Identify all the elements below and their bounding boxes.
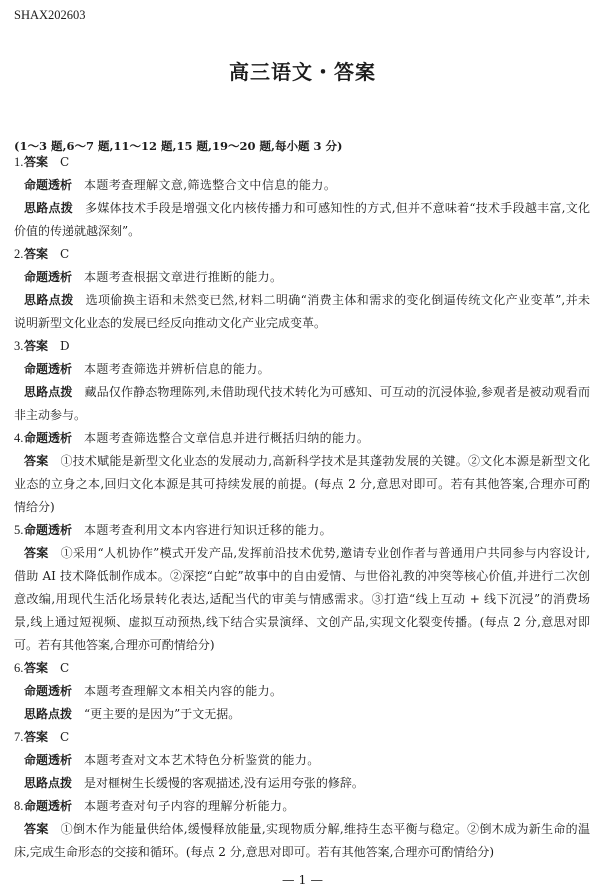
row-label: 命题透析 <box>24 362 73 376</box>
question-1 <box>14 151 590 243</box>
answer-row-continuation <box>14 404 590 427</box>
row-text: 非主动参与。 <box>14 408 87 422</box>
row-label: 思路点拨 <box>24 385 73 399</box>
row-text: ①采用“人机协作”模式开发产品,发挥前沿技术优势,邀请专业创作者与普通用户共同参与内容设计, <box>60 546 590 560</box>
question-number: 8. <box>14 799 24 813</box>
answer-row <box>14 358 590 381</box>
row-label: 命题透析 <box>24 523 73 537</box>
row-text: 本题考查筛选整合文章信息并进行概括归纳的能力。 <box>84 431 370 445</box>
scoring-note: (1～3 题,6～7 题,11～12 题,15 题,19～20 题,每小题 3 分) <box>14 139 343 153</box>
answer-row-continuation <box>14 220 590 243</box>
answer-row <box>14 519 590 542</box>
row-label: 答案 <box>24 546 49 560</box>
row-text: 本题考查根据文章进行推断的能力。 <box>84 270 283 284</box>
row-text: 选项偷换主语和未然变已然,材料二明确“消费主体和需求的变化倒逼传统文化产业变革”,并未 <box>85 293 590 307</box>
row-text: 意改编,用现代生活化场景转化表达,适配当代的审美与情感需求。③打造“线上互动 + 线下沉浸”的消费场 <box>14 592 590 606</box>
row-text: 可。若有其他答案,合理亦可酌情给分) <box>14 638 215 652</box>
row-text: ①倒木作为能量供给体,缓慢释放能量,实现物质分解,维持生态平衡与稳定。②倒木成为新生命的温 <box>60 822 590 836</box>
answer-row-continuation <box>14 841 590 864</box>
row-label: 答案 <box>24 454 49 468</box>
answer-row-continuation <box>14 588 590 611</box>
answer-row-continuation <box>14 634 590 657</box>
row-label: 命题透析 <box>24 270 73 284</box>
row-label: 答案 <box>24 339 49 353</box>
page-number: — 1 — <box>282 872 323 887</box>
answer-row <box>14 795 590 818</box>
question-number: 5. <box>14 523 24 537</box>
answer-row <box>14 197 590 220</box>
answer-row <box>14 151 590 174</box>
row-label: 命题透析 <box>24 178 73 192</box>
document-code: SHAX202603 <box>14 8 86 22</box>
answer-row-continuation <box>14 473 590 496</box>
answer-row <box>14 772 590 795</box>
answer-row-continuation <box>14 611 590 634</box>
row-text: 多媒体技术手段是增强文化内核传播力和可感知性的方式,但并不意味着“技术手段越丰富,文化 <box>85 201 590 215</box>
question-number: 2. <box>14 247 24 261</box>
row-text: 本题考查对句子内容的理解分析能力。 <box>84 799 295 813</box>
row-text: 本题考查理解文本相关内容的能力。 <box>84 684 283 698</box>
answer-row <box>14 680 590 703</box>
row-label: 命题透析 <box>24 431 73 445</box>
row-text: ①技术赋能是新型文化业态的发展动力,高新科学技术是其蓬勃发展的关键。②文化本源是新型文化 <box>60 454 590 468</box>
answer-row <box>14 381 590 404</box>
answer-row <box>14 657 590 680</box>
row-label: 思路点拨 <box>24 201 74 215</box>
question-number: 6. <box>14 661 24 675</box>
question-number: 3. <box>14 339 24 353</box>
row-label: 答案 <box>24 247 49 261</box>
row-label: 答案 <box>24 661 49 675</box>
answer-row <box>14 243 590 266</box>
row-text: 本题考查利用文本内容进行知识迁移的能力。 <box>84 523 333 537</box>
row-label: 思路点拨 <box>24 776 73 790</box>
row-text: “更主要的是因为”于文无据。 <box>84 707 241 721</box>
row-text: 价值的传递就越深刻”。 <box>14 224 141 238</box>
row-text: 景,线上通过短视频、虚拟互动预热,线下结合实景演绎、文创产品,实现文化裂变传播。(每点 2 分,意思对即 <box>14 615 590 629</box>
answer-row <box>14 266 590 289</box>
row-text: 情给分) <box>14 500 55 514</box>
row-text: C <box>60 661 70 675</box>
answer-row <box>14 749 590 772</box>
row-text: C <box>60 730 70 744</box>
answer-row <box>14 818 590 841</box>
question-6 <box>14 657 590 726</box>
row-text: 本题考查对文本艺术特色分析鉴赏的能力。 <box>84 753 320 767</box>
row-text: D <box>60 339 70 353</box>
answer-row <box>14 335 590 358</box>
row-text: C <box>60 155 70 169</box>
question-8 <box>14 795 590 864</box>
question-2 <box>14 243 590 335</box>
answer-row <box>14 289 590 312</box>
row-text: 业态的立身之本,回归文化本源是其可持续发展的前提。(每点 2 分,意思对即可。若有其他答案,合理亦可酌 <box>14 477 590 491</box>
row-text: C <box>60 247 70 261</box>
answer-row-continuation <box>14 565 590 588</box>
question-number: 7. <box>14 730 24 744</box>
row-label: 思路点拨 <box>24 293 74 307</box>
row-text: 借助 AI 技术降低制作成本。②深挖“白蛇”故事中的自由爱情、与世俗礼教的冲突等核心价值,并进行二次创 <box>14 569 590 583</box>
row-text: 是对榧树生长缓慢的客观描述,没有运用夸张的修辞。 <box>84 776 364 790</box>
row-text: 本题考查理解文意,筛选整合文中信息的能力。 <box>84 178 337 192</box>
answer-row-continuation <box>14 496 590 519</box>
answer-row <box>14 703 590 726</box>
question-3 <box>14 335 590 427</box>
row-label: 命题透析 <box>24 753 73 767</box>
row-label: 命题透析 <box>24 799 73 813</box>
row-text: 床,完成生命形态的交接和循环。(每点 2 分,意思对即可。若有其他答案,合理亦可酌情给分) <box>14 845 495 859</box>
row-label: 命题透析 <box>24 684 73 698</box>
question-number: 1. <box>14 155 24 169</box>
row-label: 思路点拨 <box>24 707 73 721</box>
answer-row <box>14 450 590 473</box>
question-7 <box>14 726 590 795</box>
page-title: 高三语文・答案 <box>229 60 376 84</box>
row-text: 说明新型文化业态的发展已经反向推动文化产业完成变革。 <box>14 316 327 330</box>
row-label: 答案 <box>24 730 49 744</box>
question-5 <box>14 519 590 657</box>
row-label: 答案 <box>24 155 49 169</box>
question-number: 4. <box>14 431 24 445</box>
row-label: 答案 <box>24 822 49 836</box>
answer-row-continuation <box>14 312 590 335</box>
question-4 <box>14 427 590 519</box>
row-text: 藏品仅作静态物理陈列,未借助现代技术转化为可感知、可互动的沉浸体验,参观者是被动观看而 <box>84 385 590 399</box>
answer-row <box>14 726 590 749</box>
row-text: 本题考查筛选并辨析信息的能力。 <box>84 362 271 376</box>
answer-row <box>14 427 590 450</box>
answer-list <box>14 151 590 864</box>
answer-row <box>14 174 590 197</box>
answer-row <box>14 542 590 565</box>
